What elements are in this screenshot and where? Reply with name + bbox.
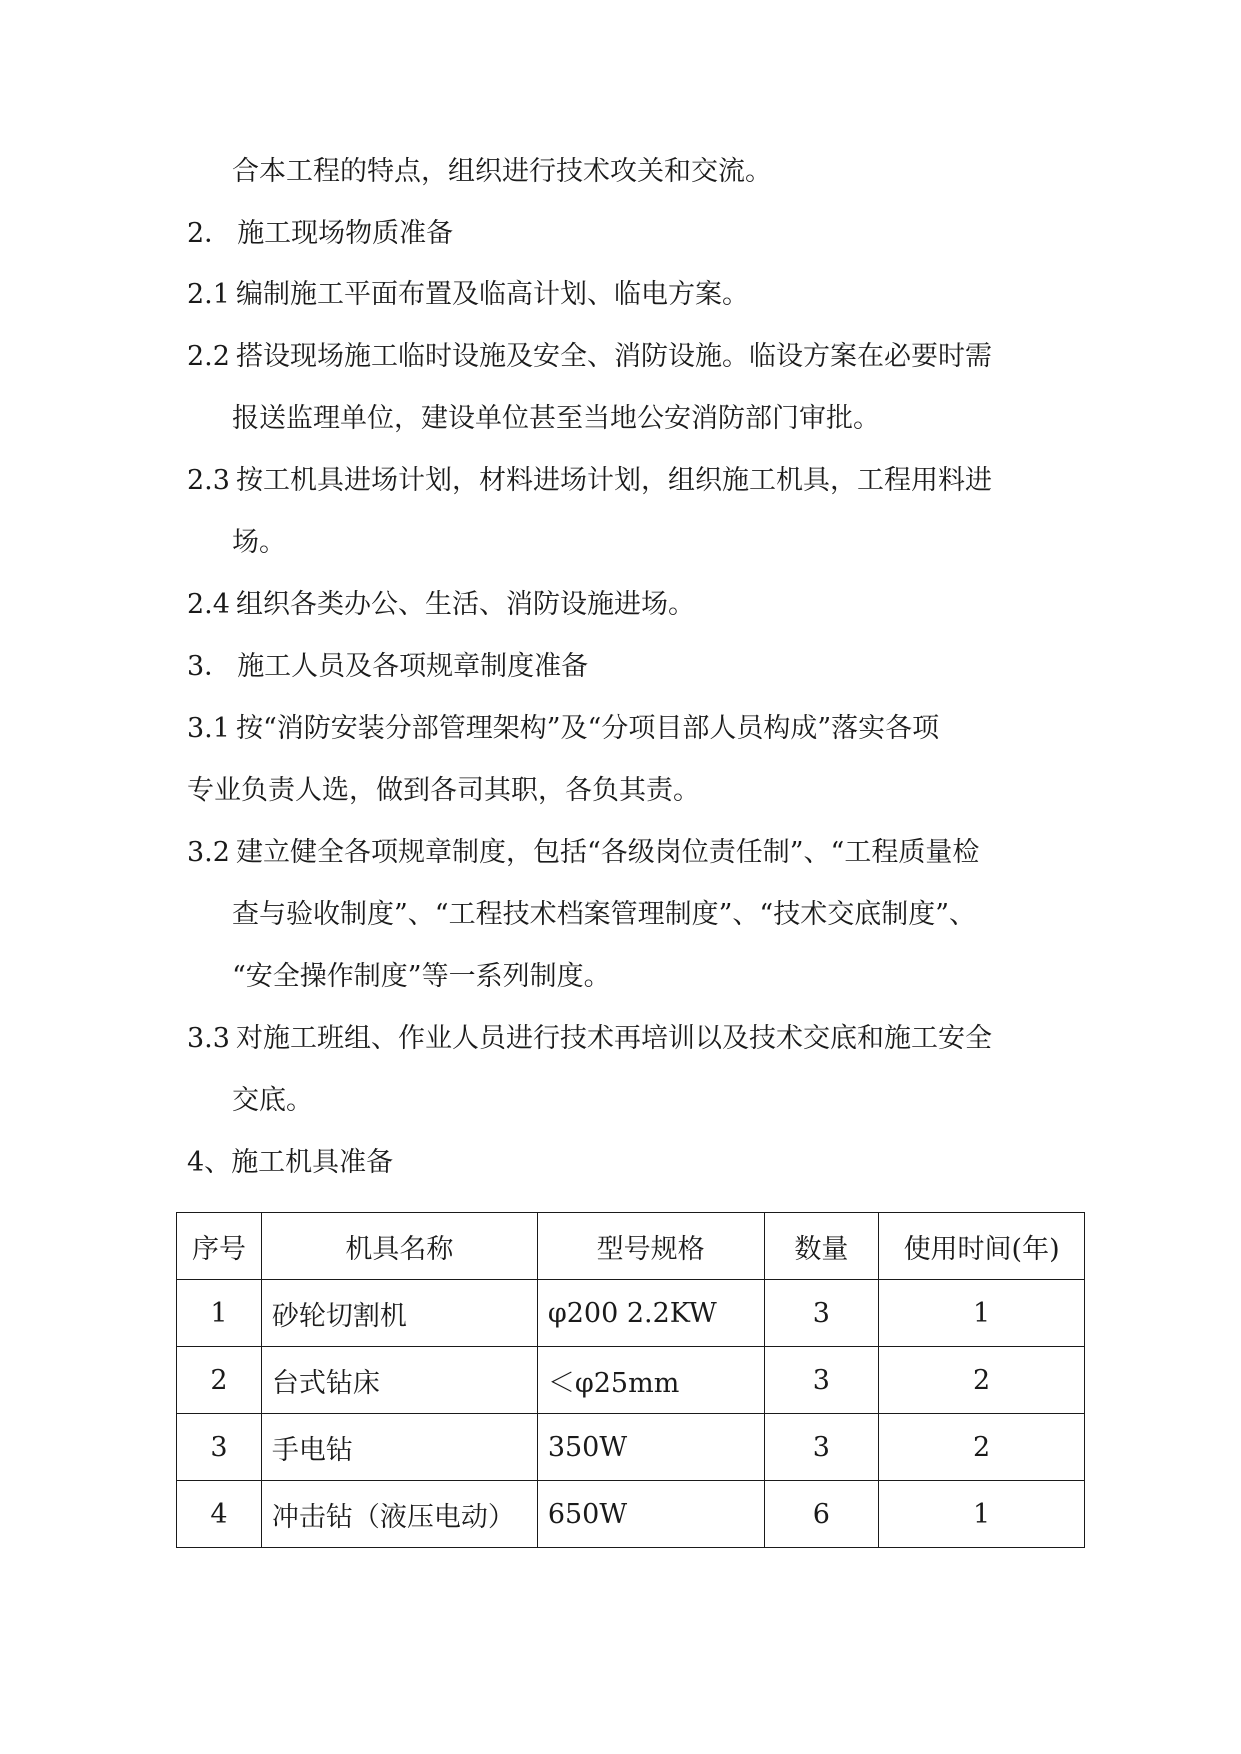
cell-name: 台式钻床 [261, 1347, 537, 1414]
list-item-continuation: 专业负责人选，做到各司其职，各负其责。 [187, 775, 700, 806]
cell-duration: 2 [879, 1347, 1085, 1414]
list-item: 2.1 编制施工平面布置及临高计划、临电方案。 [187, 279, 749, 310]
column-header-quantity: 数量 [764, 1213, 879, 1280]
cell-spec: φ200 2.2KW [537, 1280, 764, 1347]
column-header-name: 机具名称 [261, 1213, 537, 1280]
column-header-spec: 型号规格 [537, 1213, 764, 1280]
cell-duration: 1 [879, 1280, 1085, 1347]
cell-spec: 650W [537, 1481, 764, 1548]
section-heading: 4、施工机具准备 [187, 1147, 394, 1178]
cell-name: 冲击钻（液压电动） [261, 1481, 537, 1548]
cell-index: 3 [177, 1414, 262, 1481]
column-header-index: 序号 [177, 1213, 262, 1280]
table-row [177, 1347, 1085, 1414]
list-item: 2.3 按工机具进场计划，材料进场计划，组织施工机具，工程用料进 [187, 465, 992, 496]
list-item-continuation: 场。 [232, 527, 286, 558]
cell-name: 砂轮切割机 [261, 1280, 537, 1347]
cell-spec: 350W [537, 1414, 764, 1481]
equipment-table [176, 1212, 1085, 1548]
cell-index: 4 [177, 1481, 262, 1548]
list-item-continuation: 报送监理单位，建设单位甚至当地公安消防部门审批。 [232, 403, 880, 434]
cell-quantity: 6 [764, 1481, 879, 1548]
cell-index: 1 [177, 1280, 262, 1347]
list-item: 2.4 组织各类办公、生活、消防设施进场。 [187, 589, 695, 620]
list-item: 2.2 搭设现场施工临时设施及安全、消防设施。临设方案在必要时需 [187, 341, 992, 372]
list-item-continuation: 交底。 [232, 1085, 313, 1116]
cell-quantity: 3 [764, 1347, 879, 1414]
cell-quantity: 3 [764, 1280, 879, 1347]
section-heading: 3． 施工人员及各项规章制度准备 [187, 651, 589, 682]
list-item: 3.3 对施工班组、作业人员进行技术再培训以及技术交底和施工安全 [187, 1023, 992, 1054]
cell-duration: 2 [879, 1414, 1085, 1481]
list-item: 3.2 建立健全各项规章制度，包括“各级岗位责任制”、“工程质量检 [187, 837, 980, 868]
list-item-continuation: 查与验收制度”、“工程技术档案管理制度”、“技术交底制度”、 [232, 899, 977, 930]
cell-duration: 1 [879, 1481, 1085, 1548]
cell-name: 手电钻 [261, 1414, 537, 1481]
cell-spec: ＜φ25mm [537, 1347, 764, 1414]
list-item: 3.1 按“消防安装分部管理架构”及“分项目部人员构成”落实各项 [187, 713, 940, 744]
section-heading: 2． 施工现场物质准备 [187, 218, 454, 249]
table-header-row [177, 1213, 1085, 1280]
column-header-duration: 使用时间(年) [879, 1213, 1085, 1280]
table-row [177, 1414, 1085, 1481]
text-line: 合本工程的特点，组织进行技术攻关和交流。 [232, 156, 772, 187]
cell-index: 2 [177, 1347, 262, 1414]
table-row [177, 1481, 1085, 1548]
list-item-continuation: “安全操作制度”等一系列制度。 [232, 961, 611, 992]
cell-quantity: 3 [764, 1414, 879, 1481]
table-row [177, 1280, 1085, 1347]
